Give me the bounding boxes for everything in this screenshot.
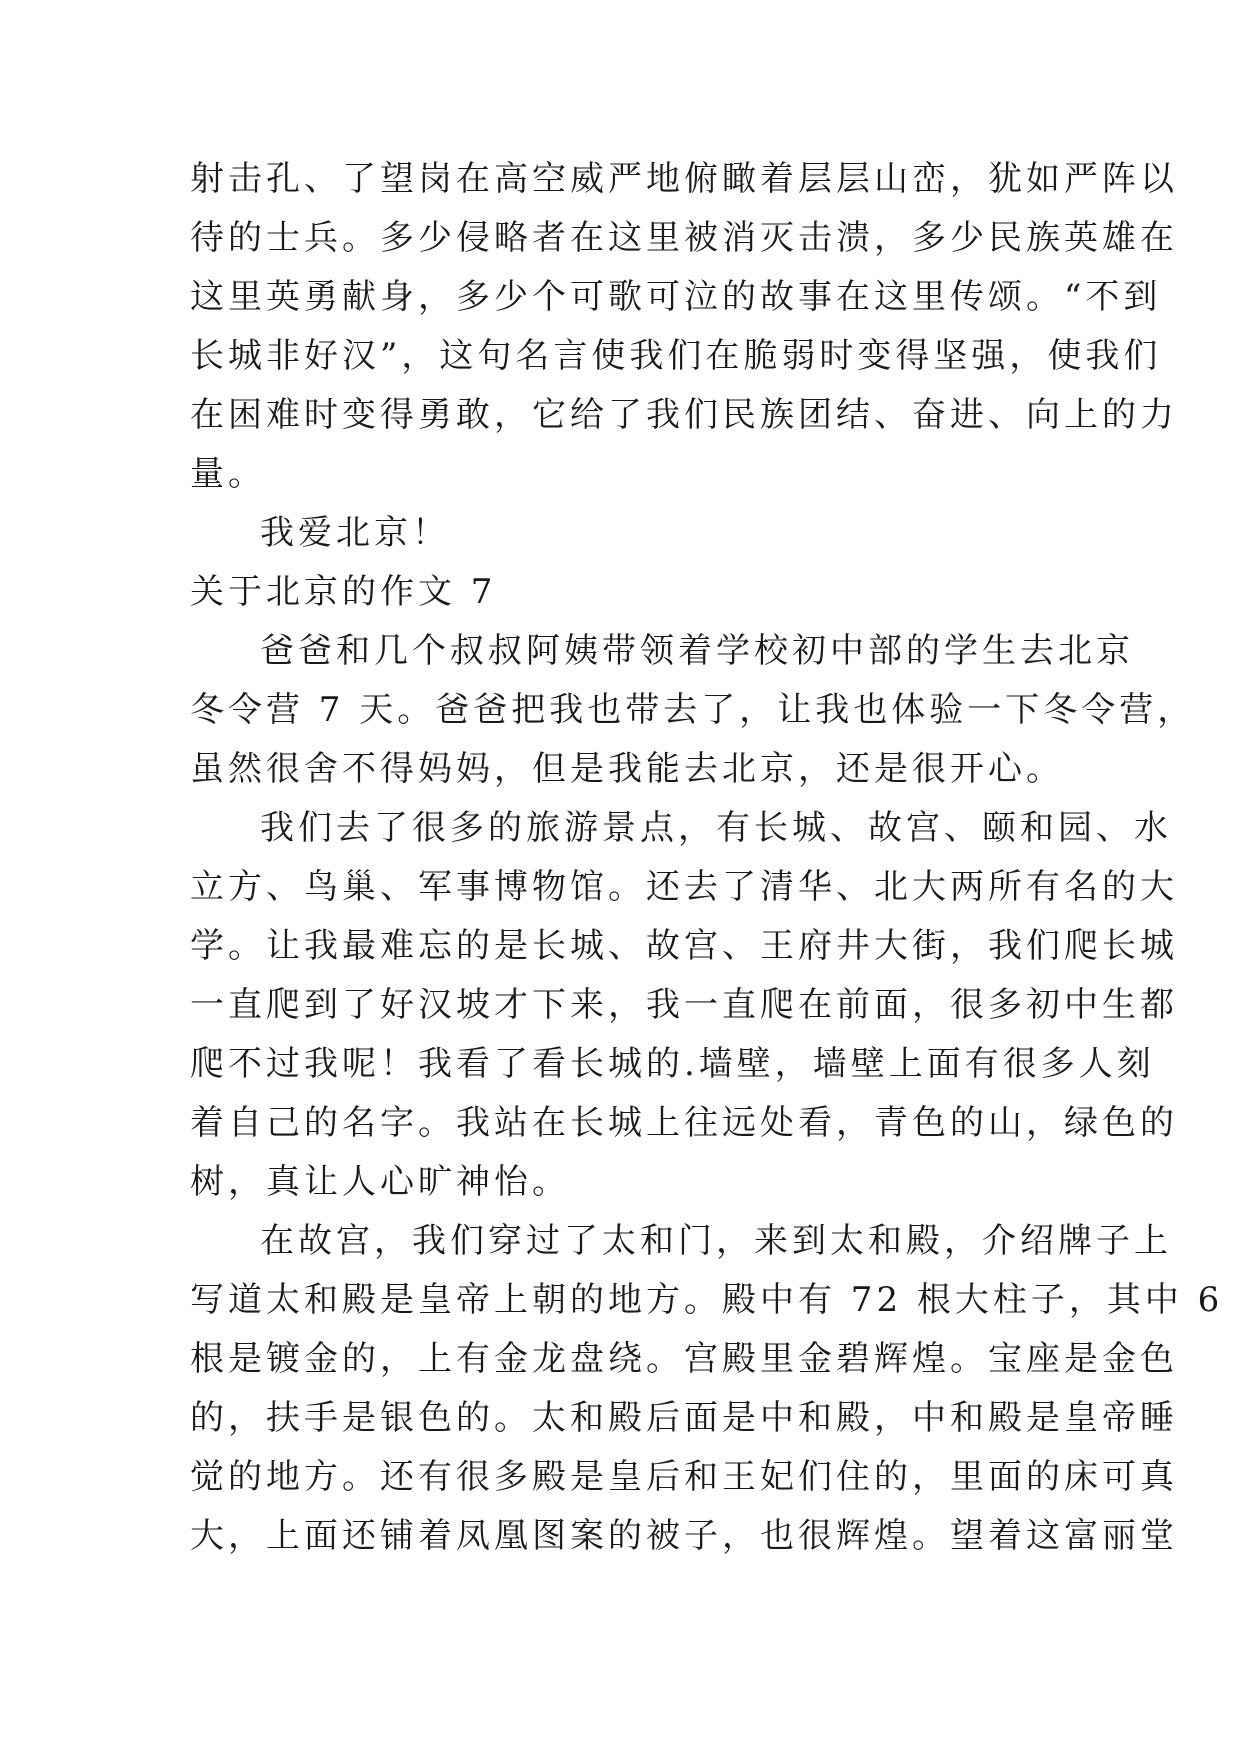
text-line: 待的士兵。多少侵略者在这里被消灭击溃，多少民族英雄在 [190, 218, 1178, 258]
text-line: 爬不过我呢！我看了看长城的.墙壁，墙壁上面有很多人刻 [190, 1044, 1155, 1084]
paragraph-3 [190, 799, 1178, 1212]
closing-line: 我爱北京！ [260, 513, 450, 553]
text-line: 写道太和殿是皇帝上朝的地方。殿中有 72 根大柱子，其中 6 [190, 1280, 1224, 1320]
text-line: 长城非好汉”，这句名言使我们在脆弱时变得坚强，使我们 [190, 336, 1162, 376]
text-line: 爸爸和几个叔叔阿姨带领着学校初中部的学生去北京 [260, 631, 1134, 671]
text-line: 冬令营 7 天。爸爸把我也带去了，让我也体验一下冬令营， [190, 690, 1196, 730]
text-line: 大，上面还铺着凤凰图案的被子，也很辉煌。望着这富丽堂 [190, 1516, 1178, 1556]
text-line: 一直爬到了好汉坡才下来，我一直爬在前面，很多初中生都 [190, 985, 1178, 1025]
paragraph-2 [190, 622, 1196, 799]
text-line: 着自己的名字。我站在长城上往远处看，青色的山，绿色的 [190, 1103, 1178, 1143]
text-line: 根是镀金的，上有金龙盘绕。宫殿里金碧辉煌。宝座是金色 [190, 1339, 1178, 1379]
text-line: 这里英勇献身，多少个可歌可泣的故事在这里传颂。“不到 [190, 277, 1162, 317]
text-line: 量。 [190, 454, 266, 494]
paragraph-4 [190, 1212, 1224, 1566]
text-line: 立方、鸟巢、军事博物馆。还去了清华、北大两所有名的大 [190, 867, 1178, 907]
text-line: 在故宫，我们穿过了太和门，来到太和殿，介绍牌子上 [260, 1221, 1172, 1261]
text-line: 的，扶手是银色的。太和殿后面是中和殿，中和殿是皇帝睡 [190, 1398, 1178, 1438]
text-line: 射击孔、了望岗在高空威严地俯瞰着层层山峦，犹如严阵以 [190, 159, 1178, 199]
text-line: 学。让我最难忘的是长城、故宫、王府井大街，我们爬长城 [190, 926, 1178, 966]
paragraph-1 [190, 150, 1178, 504]
text-line: 在困难时变得勇敢，它给了我们民族团结、奋进、向上的力 [190, 395, 1178, 435]
text-line: 树，真让人心旷神怡。 [190, 1162, 570, 1202]
section-title: 关于北京的作文 7 [190, 572, 497, 612]
text-line: 觉的地方。还有很多殿是皇后和王妃们住的，里面的床可真 [190, 1457, 1178, 1497]
document-body [190, 150, 1224, 1566]
text-line: 虽然很舍不得妈妈，但是我能去北京，还是很开心。 [190, 749, 1064, 789]
text-line: 我们去了很多的旅游景点，有长城、故宫、颐和园、水 [260, 808, 1172, 848]
